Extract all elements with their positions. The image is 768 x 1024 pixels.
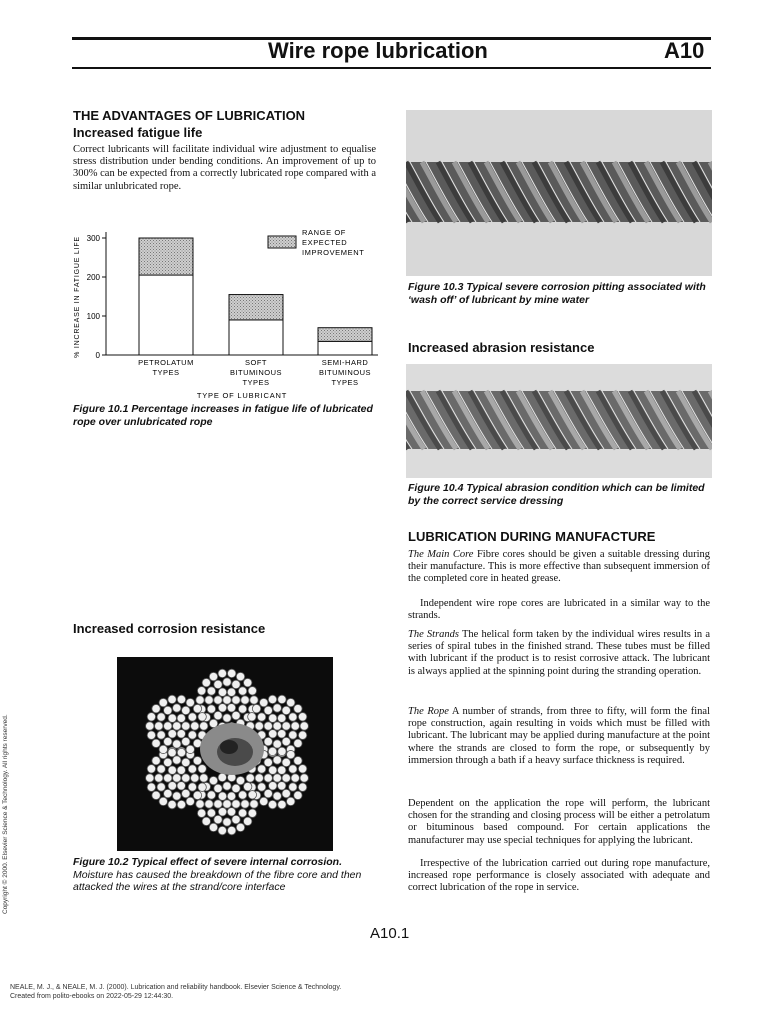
- wire-cross-section: [177, 748, 185, 756]
- wire-cross-section: [214, 815, 222, 823]
- y-tick-label: 0: [95, 351, 100, 360]
- bar-range: [229, 295, 283, 320]
- wire-cross-section: [232, 680, 240, 688]
- wire-cross-section: [268, 747, 276, 755]
- wire-cross-section: [236, 823, 244, 831]
- wire-cross-section: [241, 800, 249, 808]
- wire-cross-section: [236, 672, 244, 680]
- wire-cross-section: [147, 783, 155, 791]
- wire-cross-section: [269, 766, 277, 774]
- wire-cross-section: [273, 722, 281, 730]
- x-tick-label: SOFT: [245, 358, 267, 367]
- wire-cross-section: [207, 809, 215, 817]
- wire-cross-section: [209, 823, 217, 831]
- wire-cross-section: [177, 766, 185, 774]
- wire-cross-section: [197, 809, 205, 817]
- wire-cross-section: [232, 784, 240, 792]
- citation-line-2: Created from polito-ebooks on 2022-05-29 12:44:30.: [10, 993, 174, 1000]
- wire-cross-section: [164, 737, 172, 745]
- wire-cross-section: [205, 800, 213, 808]
- x-axis-label: TYPE OF LUBRICANT: [196, 391, 288, 400]
- wire-cross-section: [264, 774, 272, 782]
- wire-cross-section: [188, 713, 196, 721]
- wire-cross-section: [147, 765, 155, 773]
- wire-cross-section: [236, 776, 244, 784]
- figure-10-3-photo: [406, 110, 712, 276]
- subheading-fatigue: Increased fatigue life: [73, 125, 203, 140]
- bar-base: [139, 275, 193, 355]
- wire-cross-section: [168, 782, 176, 790]
- wire-cross-section: [268, 800, 276, 808]
- wire-cross-section: [291, 774, 299, 782]
- wire-cross-section: [152, 704, 160, 712]
- section-number: A10: [664, 38, 705, 63]
- wire-cross-section: [223, 818, 231, 826]
- wire-cross-section: [248, 791, 256, 799]
- wire-cross-section: [238, 791, 246, 799]
- wire-cross-section: [269, 714, 277, 722]
- figure-10-1-caption: Figure 10.1 Percentage increases in fatigue life of lubricated rope over unlubricated rope: [73, 403, 373, 428]
- wire-cross-section: [273, 740, 281, 748]
- wire-cross-section: [209, 776, 217, 784]
- wire-cross-section: [264, 737, 272, 745]
- wire-cross-section: [182, 737, 190, 745]
- y-tick-label: 100: [86, 312, 100, 321]
- bar-base: [318, 341, 372, 355]
- wire-cross-section: [227, 688, 235, 696]
- wire-cross-section: [257, 713, 265, 721]
- wire-cross-section: [218, 704, 226, 712]
- wire-cross-section: [238, 809, 246, 817]
- wire-cross-section: [218, 773, 226, 781]
- bar-range: [139, 238, 193, 275]
- wire-cross-section: [177, 800, 185, 808]
- wire-cross-section: [243, 817, 251, 825]
- header-rule-bottom: [72, 67, 711, 69]
- wire-cross-section: [260, 698, 268, 706]
- strands-paragraph: [408, 629, 710, 678]
- wire-cross-section: [207, 791, 215, 799]
- wire-cross-section: [177, 695, 185, 703]
- y-tick-label: 200: [86, 273, 100, 282]
- wire-cross-section: [157, 731, 165, 739]
- wire-cross-section: [168, 730, 176, 738]
- bar-range: [318, 328, 372, 342]
- subheading-abrasion: Increased abrasion resistance: [408, 340, 595, 355]
- wire-cross-section: [200, 722, 208, 730]
- figure-10-2-photo: [117, 657, 333, 851]
- wire-cross-section: [214, 784, 222, 792]
- x-tick-label: BITUMINOUS: [229, 368, 283, 377]
- wire-cross-section: [273, 774, 281, 782]
- wire-cross-section: [243, 782, 251, 790]
- wire-cross-section: [250, 800, 258, 808]
- wire-cross-section: [146, 722, 154, 730]
- wire-cross-section: [298, 731, 306, 739]
- wire-cross-section: [282, 737, 290, 745]
- wire-cross-section: [248, 713, 256, 721]
- wire-cross-section: [227, 792, 235, 800]
- irrespective-paragraph: Irrespective of the lubrication carried out during rope manufacture, increased rope performance is closely associated with adequate and correct lubrication of the rope in service.: [408, 858, 710, 894]
- wire-cross-section: [197, 687, 205, 695]
- wire-cross-section: [278, 766, 286, 774]
- wire-cross-section: [164, 774, 172, 782]
- wire-cross-section: [278, 695, 286, 703]
- wire-cross-section: [278, 782, 286, 790]
- wire-cross-section: [164, 706, 172, 714]
- wire-cross-section: [294, 756, 302, 764]
- wire-cross-section: [164, 789, 172, 797]
- x-tick-label: SEMI-HARD: [321, 358, 369, 367]
- wire-cross-section: [243, 678, 251, 686]
- wire-cross-section: [227, 826, 235, 834]
- strands-lead: The Strands: [408, 629, 460, 640]
- wire-cross-section: [191, 774, 199, 782]
- x-tick-label: PETROLATUM: [138, 358, 194, 367]
- wire-cross-section: [227, 669, 235, 677]
- wire-cross-section: [159, 698, 167, 706]
- wire-cross-section: [278, 747, 286, 755]
- wire-cross-section: [182, 789, 190, 797]
- figure-10-2-caption: [73, 856, 378, 894]
- wire-cross-section: [294, 791, 302, 799]
- wire-cross-section: [173, 774, 181, 782]
- x-tick-label: TYPES: [242, 378, 270, 387]
- dependent-paragraph: Dependent on the application the rope will perform, the lubricant chosen for the stranding and closing process will be either a petrolatum or bituminous based compound. For certain applications the manufacturer may use special techniques for applying the lubricant.: [408, 798, 710, 846]
- wire-cross-section: [246, 774, 254, 782]
- wire-cross-section: [218, 792, 226, 800]
- wire-cross-section: [282, 758, 290, 766]
- wire-cross-section: [218, 808, 226, 816]
- wire-cross-section: [298, 783, 306, 791]
- wire-cross-section: [289, 765, 297, 773]
- wire-cross-section: [157, 783, 165, 791]
- figure-10-2-caption-bold: Figure 10.2 Typical effect of severe internal corrosion.: [73, 856, 343, 868]
- wire-cross-section: [147, 731, 155, 739]
- wire-cross-section: [223, 696, 231, 704]
- copyright-notice: Copyright © 2000. Elsevier Science & Technology. All rights reserved.: [2, 714, 9, 914]
- wire-cross-section: [214, 711, 222, 719]
- x-tick-label: BITUMINOUS: [318, 368, 372, 377]
- wire-cross-section: [273, 704, 281, 712]
- main-core-lead: The Main Core: [408, 549, 474, 560]
- wire-cross-section: [282, 774, 290, 782]
- x-tick-label: TYPES: [152, 368, 180, 377]
- wire-cross-section: [278, 714, 286, 722]
- wire-cross-section: [278, 800, 286, 808]
- wire-cross-section: [287, 797, 295, 805]
- wire-cross-section: [289, 783, 297, 791]
- wire-cross-section: [289, 731, 297, 739]
- wire-cross-section: [152, 756, 160, 764]
- wire-cross-section: [294, 704, 302, 712]
- wire-cross-section: [264, 722, 272, 730]
- wire-cross-section: [188, 783, 196, 791]
- wire-cross-section: [257, 765, 265, 773]
- wire-cross-section: [168, 748, 176, 756]
- wire-cross-section: [218, 688, 226, 696]
- section-heading-advantages: THE ADVANTAGES OF LUBRICATION: [73, 108, 306, 123]
- wire-cross-section: [182, 722, 190, 730]
- wire-cross-section: [269, 730, 277, 738]
- wire-cross-section: [214, 680, 222, 688]
- wire-cross-section: [214, 800, 222, 808]
- wire-cross-section: [164, 758, 172, 766]
- wire-cross-section: [182, 706, 190, 714]
- wire-cross-section: [198, 713, 206, 721]
- wire-cross-section: [273, 756, 281, 764]
- strands-text: The helical form taken by the individual wires results in a series of spiral tubes in the finished strand. These tubes must be filled with lubricant if the product is to resist corrosive attack. The lubricant is always applied at the spinning point during the stranding operation.: [408, 629, 710, 677]
- wire-cross-section: [164, 722, 172, 730]
- wire-cross-section: [300, 722, 308, 730]
- wire-cross-section: [182, 774, 190, 782]
- wire-cross-section: [188, 765, 196, 773]
- legend-label: EXPECTED: [302, 238, 348, 247]
- wire-cross-section: [155, 774, 163, 782]
- wire-cross-section: [291, 722, 299, 730]
- wire-cross-section: [232, 711, 240, 719]
- wire-cross-section: [238, 705, 246, 713]
- wire-cross-section: [168, 766, 176, 774]
- figure-10-2-caption-rest: Moisture has caused the breakdown of the fibre core and then attacked the wires at the strand/core interface: [73, 868, 362, 893]
- wire-cross-section: [223, 714, 231, 722]
- wire-cross-section: [257, 783, 265, 791]
- subheading-corrosion: Increased corrosion resistance: [73, 621, 266, 636]
- wire-cross-section: [147, 713, 155, 721]
- wire-cross-section: [250, 696, 258, 704]
- section-heading-manufacture: LUBRICATION DURING MANUFACTURE: [408, 529, 656, 544]
- wire-cross-section: [177, 714, 185, 722]
- wire-cross-section: [168, 800, 176, 808]
- fatigue-life-chart: [66, 222, 386, 400]
- x-tick-label: TYPES: [331, 378, 359, 387]
- wire-cross-section: [207, 687, 215, 695]
- wire-cross-section: [278, 730, 286, 738]
- wire-cross-section: [282, 722, 290, 730]
- rope-lead: The Rope: [408, 706, 449, 717]
- wire-cross-section: [198, 765, 206, 773]
- wire-cross-section: [248, 809, 256, 817]
- y-tick-label: 300: [86, 234, 100, 243]
- wire-cross-section: [157, 713, 165, 721]
- wire-cross-section: [205, 696, 213, 704]
- wire-cross-section: [252, 704, 260, 712]
- figure-10-4-caption: Figure 10.4 Typical abrasion condition which can be limited by the correct service dressing: [408, 482, 705, 507]
- wire-cross-section: [214, 696, 222, 704]
- page-title: Wire rope lubrication: [268, 38, 488, 63]
- wire-cross-section: [255, 722, 263, 730]
- wire-cross-section: [223, 782, 231, 790]
- wire-cross-section: [264, 706, 272, 714]
- wire-cross-section: [168, 714, 176, 722]
- wire-cross-section: [227, 704, 235, 712]
- fatigue-paragraph: Correct lubricants will facilitate individual wire adjustment to equalise stress distribution under bending conditions. An improvement of up to 300% can be expected from a correctly lubricated rope compared with a similar unlubricated rope.: [73, 144, 376, 192]
- wire-cross-section: [196, 800, 204, 808]
- wire-cross-section: [177, 730, 185, 738]
- rope-paragraph: [408, 706, 710, 767]
- wire-cross-section: [289, 713, 297, 721]
- wire-cross-section: [202, 817, 210, 825]
- wire-cross-section: [232, 800, 240, 808]
- wire-cross-section: [282, 789, 290, 797]
- wire-cross-section: [268, 695, 276, 703]
- wire-cross-section: [248, 687, 256, 695]
- wire-cross-section: [146, 774, 154, 782]
- page-number: A10.1: [370, 925, 410, 942]
- wire-cross-section: [173, 704, 181, 712]
- iwrc-paragraph: Independent wire rope cores are lubricated in a similar way to the strands.: [408, 598, 710, 622]
- wire-cross-section: [241, 696, 249, 704]
- wire-cross-section: [173, 792, 181, 800]
- wire-cross-section: [177, 782, 185, 790]
- wire-cross-section: [159, 797, 167, 805]
- wire-cross-section: [223, 800, 231, 808]
- wire-cross-section: [173, 740, 181, 748]
- rope-text: A number of strands, from three to fifty, will form the final rope construction, again resulting in voids which must be filled with lubricant. The lubricant may be applied during manufacture at the point where the strands are closed to form the rope, or subsequently by immersion through a bath if a heavy surface thickness is required.: [408, 706, 711, 766]
- wire-cross-section: [173, 756, 181, 764]
- wire-cross-section: [218, 669, 226, 677]
- wire-cross-section: [209, 672, 217, 680]
- wire-cross-section: [186, 745, 194, 753]
- main-core-paragraph: [408, 549, 710, 586]
- wire-cross-section: [232, 696, 240, 704]
- wire-cross-section: [198, 783, 206, 791]
- wire-cross-section: [260, 797, 268, 805]
- figure-10-4-photo: [406, 364, 712, 478]
- wire-cross-section: [300, 774, 308, 782]
- wire-cross-section: [238, 687, 246, 695]
- wire-cross-section: [232, 815, 240, 823]
- wire-cross-section: [223, 678, 231, 686]
- wire-cross-section: [186, 797, 194, 805]
- citation-line-1: NEALE, M. J., & NEALE, M. J. (2000). Lubrication and reliability handbook. Elsevier Science & Technology.: [10, 984, 342, 991]
- wire-cross-section: [273, 792, 281, 800]
- wire-cross-section: [188, 731, 196, 739]
- wire-cross-section: [264, 758, 272, 766]
- bar-base: [229, 320, 283, 355]
- wire-cross-section: [157, 765, 165, 773]
- wire-cross-section: [218, 826, 226, 834]
- wire-cross-section: [182, 758, 190, 766]
- wire-cross-section: [227, 808, 235, 816]
- wire-cross-section: [168, 695, 176, 703]
- wire-cross-section: [298, 713, 306, 721]
- wire-cross-section: [155, 722, 163, 730]
- wire-cross-section: [202, 678, 210, 686]
- wire-cross-section: [193, 791, 201, 799]
- wire-cross-section: [207, 705, 215, 713]
- wire-cross-section: [186, 698, 194, 706]
- legend-label: RANGE OF: [302, 228, 346, 237]
- wire-cross-section: [269, 782, 277, 790]
- wire-cross-section: [152, 791, 160, 799]
- wire-cross-section: [255, 774, 263, 782]
- wire-cross-section: [196, 696, 204, 704]
- wire-cross-section: [152, 739, 160, 747]
- figure-10-3-caption: Figure 10.3 Typical severe corrosion pitting associated with ‘wash off’ of lubricant by mine water: [408, 281, 706, 306]
- wire-cross-section: [264, 789, 272, 797]
- legend-label: IMPROVEMENT: [302, 248, 365, 257]
- wire-cross-section: [200, 774, 208, 782]
- wire-cross-section: [287, 750, 295, 758]
- wire-cross-section: [193, 756, 201, 764]
- wire-cross-section: [159, 745, 167, 753]
- wire-cross-section: [298, 765, 306, 773]
- main-core-text: Fibre cores should be given a suitable dressing during their manufacture. This is more effective than subsequent immersion of the completed core in heated grease.: [408, 549, 710, 585]
- wire-cross-section: [193, 704, 201, 712]
- wire-cross-section: [282, 706, 290, 714]
- y-axis-label: % INCREASE IN FATIGUE LIFE: [74, 236, 81, 358]
- wire-cross-section: [287, 698, 295, 706]
- wire-cross-section: [173, 722, 181, 730]
- wire-cross-section: [294, 739, 302, 747]
- legend-swatch: [268, 236, 296, 248]
- wire-cross-section: [191, 722, 199, 730]
